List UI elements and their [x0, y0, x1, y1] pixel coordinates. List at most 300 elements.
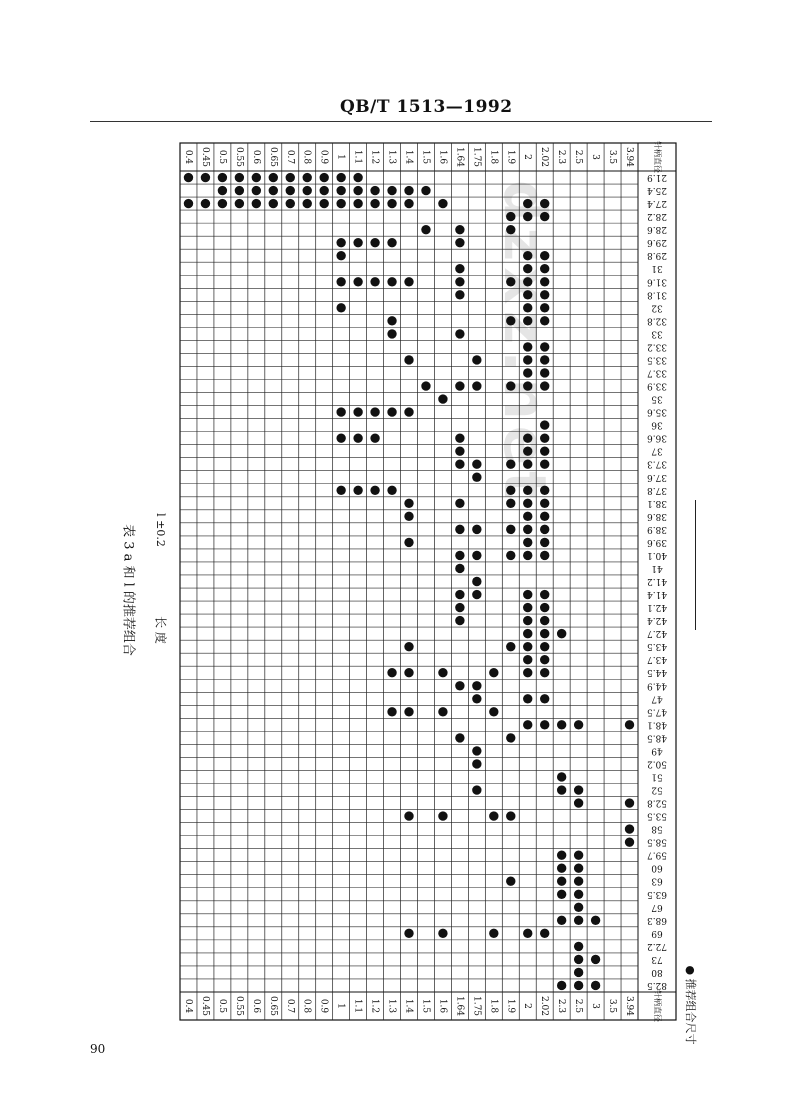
- recommended-mark: [540, 551, 549, 560]
- recommended-mark: [625, 824, 634, 833]
- recommended-mark: [540, 629, 549, 638]
- recommended-mark: [574, 890, 583, 899]
- recommended-mark: [574, 942, 583, 951]
- recommended-mark: [404, 668, 413, 677]
- recommended-mark: [574, 798, 583, 807]
- recommended-mark: [201, 173, 210, 182]
- recommended-mark: [540, 342, 549, 351]
- recommended-mark: [523, 433, 532, 442]
- recommended-mark: [472, 525, 481, 534]
- recommended-mark: [252, 173, 261, 182]
- recommended-mark: [540, 499, 549, 508]
- recommended-mark: [336, 303, 345, 312]
- l-value-label: 38.1: [646, 497, 668, 508]
- table-caption: 表 3 a 和 l 的推荐组合: [120, 524, 136, 656]
- recommended-mark: [472, 785, 481, 794]
- recommended-mark: [506, 811, 515, 820]
- shank-diameter-label-bottom: 针柄直径: [653, 990, 662, 1022]
- recommended-mark: [506, 381, 515, 390]
- l-value-label: 31.6: [646, 276, 668, 287]
- recommended-mark: [404, 407, 413, 416]
- l-value-label: 37: [651, 445, 663, 456]
- recommended-mark: [455, 525, 464, 534]
- a-value-label-bottom: 0.8: [301, 998, 312, 1014]
- recommended-mark: [438, 394, 447, 403]
- recommended-mark: [523, 551, 532, 560]
- recommended-mark: [557, 981, 566, 990]
- recommended-mark: [540, 368, 549, 377]
- a-value-label-bottom: 0.4: [182, 998, 193, 1014]
- recommended-mark: [438, 199, 447, 208]
- l-value-label: 43.7: [646, 654, 668, 665]
- recommended-mark: [523, 290, 532, 299]
- recommended-mark: [218, 186, 227, 195]
- recommended-mark: [455, 264, 464, 273]
- recommended-mark: [540, 446, 549, 455]
- a-value-label-top: 0.8: [301, 149, 312, 165]
- a-value-label-bottom: 0.7: [284, 998, 295, 1014]
- recommended-mark: [455, 499, 464, 508]
- recommended-mark: [540, 616, 549, 625]
- recommended-mark: [184, 199, 193, 208]
- recommended-mark: [387, 238, 396, 247]
- recommended-mark: [523, 525, 532, 534]
- recommended-mark: [591, 916, 600, 925]
- a-value-label-top: 1.1: [352, 149, 363, 165]
- recommended-mark: [523, 590, 532, 599]
- recommended-mark: [540, 277, 549, 286]
- l-value-label: 50.2: [646, 758, 668, 769]
- recommended-mark: [438, 929, 447, 938]
- recommended-mark: [455, 381, 464, 390]
- recommended-mark: [455, 460, 464, 469]
- a-value-label-top: 1.5: [420, 149, 431, 165]
- l-value-label: 37.6: [646, 471, 668, 482]
- recommended-mark: [506, 225, 515, 234]
- l-value-label: 58: [651, 823, 663, 834]
- recommended-mark: [353, 433, 362, 442]
- l-value-label: 35.6: [646, 406, 668, 417]
- recommended-mark: [336, 173, 345, 182]
- recommended-mark: [506, 642, 515, 651]
- l-value-label: 36.6: [646, 432, 668, 443]
- l-value-label: 33: [651, 328, 663, 339]
- recommended-mark: [404, 538, 413, 547]
- recommended-mark: [472, 381, 481, 390]
- recommended-mark: [574, 903, 583, 912]
- recommended-mark: [387, 329, 396, 338]
- recommended-mark: [523, 499, 532, 508]
- a-value-label-top: 2.3: [556, 149, 567, 165]
- recommended-mark: [353, 238, 362, 247]
- recommended-mark: [540, 433, 549, 442]
- l-value-label: 27.4: [646, 198, 668, 209]
- l-value-label: 52: [651, 784, 663, 795]
- recommended-mark: [455, 603, 464, 612]
- l-value-label: 82.5: [646, 979, 668, 990]
- recommended-mark: [455, 616, 464, 625]
- l-value-label: 32.8: [646, 315, 668, 326]
- recommended-mark: [472, 746, 481, 755]
- recommended-mark: [235, 173, 244, 182]
- recommended-mark: [523, 381, 532, 390]
- recommended-mark: [540, 603, 549, 612]
- a-value-label-top: 0.5: [216, 149, 227, 165]
- l-value-label: 47.5: [646, 706, 668, 717]
- recommended-mark: [472, 355, 481, 364]
- recommended-mark: [540, 355, 549, 364]
- recommended-mark: [523, 251, 532, 260]
- l-value-label: 63.5: [646, 888, 668, 899]
- recommended-mark: [404, 186, 413, 195]
- recommended-mark: [455, 433, 464, 442]
- l-value-label: 21.9: [646, 172, 668, 183]
- recommended-mark: [303, 186, 312, 195]
- a-value-label-bottom: 1.5: [420, 998, 431, 1014]
- recommended-mark: [523, 694, 532, 703]
- l-value-label: 47: [651, 693, 663, 704]
- l-value-label: 60: [651, 862, 663, 873]
- a-value-label-bottom: 3: [590, 1003, 601, 1009]
- recommended-mark: [489, 668, 498, 677]
- recommended-mark: [540, 655, 549, 664]
- recommended-mark: [370, 277, 379, 286]
- recommended-mark: [455, 590, 464, 599]
- a-value-label-bottom: 3.5: [607, 998, 618, 1014]
- recommended-mark: [455, 446, 464, 455]
- recommended-mark: [523, 446, 532, 455]
- recommended-mark: [523, 720, 532, 729]
- a-value-label-bottom: 0.65: [267, 995, 278, 1017]
- l-value-label: 51: [651, 771, 663, 782]
- recommended-mark: [455, 290, 464, 299]
- recommended-mark: [523, 212, 532, 221]
- l-value-label: 44.5: [646, 667, 668, 678]
- recommended-mark: [336, 251, 345, 260]
- recommended-mark: [574, 877, 583, 886]
- a-value-label-top: 0.6: [250, 149, 261, 165]
- recommended-mark: [489, 811, 498, 820]
- recommended-mark: [387, 186, 396, 195]
- recommended-mark: [540, 694, 549, 703]
- l-value-label: 53.5: [646, 810, 668, 821]
- a-value-label-top: 0.45: [199, 146, 210, 168]
- recommended-mark: [540, 212, 549, 221]
- l-value-label: 59.7: [646, 849, 668, 860]
- l-value-label: 68.3: [646, 914, 668, 925]
- recommended-mark: [523, 616, 532, 625]
- recommended-mark: [506, 551, 515, 560]
- recommended-mark: [557, 785, 566, 794]
- recommended-mark: [625, 798, 634, 807]
- l-value-label: 72.2: [646, 940, 668, 951]
- recommended-mark: [489, 929, 498, 938]
- a-value-label-top: 0.55: [233, 146, 244, 168]
- l-value-label: 42.7: [646, 628, 668, 639]
- recommended-mark: [506, 460, 515, 469]
- a-value-label-bottom: 0.6: [250, 998, 261, 1014]
- recommended-mark: [455, 564, 464, 573]
- recommended-mark: [319, 199, 328, 208]
- recommended-mark: [540, 720, 549, 729]
- recommended-mark: [557, 720, 566, 729]
- recommended-mark: [455, 551, 464, 560]
- a-value-label-top: 1.2: [369, 149, 380, 165]
- a-value-label-top: 1.3: [386, 149, 397, 165]
- table-border: [180, 143, 676, 1020]
- a-value-label-bottom: 1.64: [454, 995, 465, 1017]
- recommended-mark: [404, 642, 413, 651]
- recommended-mark: [353, 407, 362, 416]
- l-value-label: 52.8: [646, 797, 668, 808]
- recommended-mark: [387, 668, 396, 677]
- recommended-mark: [625, 837, 634, 846]
- a-value-label-top: 1: [335, 154, 346, 160]
- recommended-mark: [336, 486, 345, 495]
- recommended-mark: [506, 733, 515, 742]
- recommended-mark: [574, 850, 583, 859]
- l-value-label: 33.9: [646, 380, 668, 391]
- page-number: 90: [90, 1042, 106, 1056]
- l-value-label: 49: [651, 745, 663, 756]
- recommended-mark: [455, 225, 464, 234]
- recommended-mark: [523, 303, 532, 312]
- l-value-label: 38.6: [646, 510, 668, 521]
- recommended-mark: [370, 238, 379, 247]
- recommended-mark: [523, 368, 532, 377]
- recommended-mark: [387, 707, 396, 716]
- recommended-mark: [421, 225, 430, 234]
- recommended-mark: [218, 199, 227, 208]
- length-heading: 长 度: [153, 616, 168, 644]
- recommended-mark: [336, 407, 345, 416]
- l-value-label: 33.7: [646, 367, 668, 378]
- recommended-mark: [574, 955, 583, 964]
- recommended-mark: [252, 186, 261, 195]
- a-value-label-bottom: 1: [335, 1003, 346, 1009]
- recommended-mark: [506, 212, 515, 221]
- recommended-mark: [540, 264, 549, 273]
- l-value-label: 29.8: [646, 250, 668, 261]
- recommended-mark: [404, 499, 413, 508]
- recommended-mark: [472, 577, 481, 586]
- recommended-mark: [540, 590, 549, 599]
- a-value-label-bottom: 0.9: [318, 998, 329, 1014]
- recommended-mark: [557, 772, 566, 781]
- a-value-label-top: 3.5: [607, 149, 618, 165]
- recommended-mark: [625, 720, 634, 729]
- recommended-mark: [523, 264, 532, 273]
- recommended-mark: [353, 173, 362, 182]
- l-value-label: 36: [651, 419, 663, 430]
- recommended-mark: [404, 707, 413, 716]
- a-value-label-bottom: 0.45: [199, 995, 210, 1017]
- a-value-label-bottom: 1.75: [471, 995, 482, 1017]
- recommended-mark: [506, 277, 515, 286]
- recommended-mark: [269, 199, 278, 208]
- a-value-label-bottom: 0.5: [216, 998, 227, 1014]
- recommended-mark: [404, 355, 413, 364]
- recommended-mark: [591, 955, 600, 964]
- l-value-label: 37.3: [646, 458, 668, 469]
- recommended-mark: [557, 916, 566, 925]
- recommended-mark: [557, 890, 566, 899]
- recommended-mark: [336, 186, 345, 195]
- recommended-mark: [336, 238, 345, 247]
- recommended-mark: [523, 460, 532, 469]
- l-value-label: 67: [651, 901, 663, 912]
- recommended-mark: [557, 850, 566, 859]
- recommended-mark: [353, 199, 362, 208]
- recommended-mark: [201, 199, 210, 208]
- recommended-mark: [472, 460, 481, 469]
- l-value-label: 39.6: [646, 536, 668, 547]
- recommended-mark: [353, 486, 362, 495]
- a-value-label-bottom: 0.55: [233, 995, 244, 1017]
- a-value-label-bottom: 1.3: [386, 998, 397, 1014]
- recommended-mark: [319, 173, 328, 182]
- a-value-label-top: 2.02: [539, 146, 550, 168]
- a-value-label-bottom: 1.1: [352, 998, 363, 1014]
- a-value-label-bottom: 1.4: [403, 998, 414, 1014]
- recommended-mark: [557, 864, 566, 873]
- recommended-mark: [252, 199, 261, 208]
- recommended-mark: [540, 512, 549, 521]
- a-value-label-bottom: 2.5: [573, 998, 584, 1014]
- a-value-label-bottom: 1.9: [505, 998, 516, 1014]
- recommended-mark: [336, 433, 345, 442]
- recommended-mark: [506, 486, 515, 495]
- recommended-mark: [540, 303, 549, 312]
- recommended-mark: [557, 877, 566, 886]
- recommended-mark: [472, 551, 481, 560]
- recommended-mark: [523, 629, 532, 638]
- recommended-mark: [404, 277, 413, 286]
- recommended-mark: [540, 486, 549, 495]
- recommended-mark: [370, 186, 379, 195]
- recommended-mark: [387, 199, 396, 208]
- recommended-mark: [235, 186, 244, 195]
- recommended-mark: [540, 525, 549, 534]
- recommended-mark: [523, 642, 532, 651]
- a-value-label-bottom: 2.02: [539, 995, 550, 1017]
- l-value-label: 31.8: [646, 289, 668, 300]
- recommended-mark: [387, 407, 396, 416]
- recommended-mark: [523, 655, 532, 664]
- l-value-label: 41: [651, 562, 663, 573]
- recommended-mark: [455, 277, 464, 286]
- recommended-mark: [523, 342, 532, 351]
- recommended-mark: [286, 186, 295, 195]
- shank-diameter-label-top: 针柄直径: [653, 141, 662, 173]
- l-value-label: 69: [651, 927, 663, 938]
- a-value-label-top: 0.4: [182, 149, 193, 165]
- a-value-label-bottom: 3.94: [624, 995, 635, 1017]
- recommended-mark: [523, 316, 532, 325]
- l-value-label: 25.4: [646, 185, 668, 196]
- recommended-mark: [370, 433, 379, 442]
- recommended-mark: [336, 277, 345, 286]
- recommended-mark: [591, 981, 600, 990]
- recommended-mark: [523, 603, 532, 612]
- recommended-mark: [218, 173, 227, 182]
- a-value-label-top: 3.94: [624, 146, 635, 168]
- recommended-mark: [404, 811, 413, 820]
- recommended-mark: [472, 473, 481, 482]
- recommended-mark: [370, 486, 379, 495]
- recommended-mark: [387, 277, 396, 286]
- recommended-mark: [235, 199, 244, 208]
- recommended-mark: [438, 707, 447, 716]
- l-value-label: 41.2: [646, 576, 668, 586]
- a-value-label-top: 1.4: [403, 149, 414, 165]
- a-value-label-top: 1.64: [454, 146, 465, 168]
- recommended-mark: [421, 381, 430, 390]
- recommended-mark: [489, 707, 498, 716]
- recommended-mark: [574, 720, 583, 729]
- recommended-mark: [540, 381, 549, 390]
- l-value-label: 38.9: [646, 523, 668, 534]
- l-value-label: 35: [651, 393, 663, 404]
- recommended-mark: [472, 590, 481, 599]
- recommended-mark: [404, 512, 413, 521]
- l-value-label: 29.6: [646, 237, 668, 248]
- recommended-mark: [353, 186, 362, 195]
- a-value-label-bottom: 2.3: [556, 998, 567, 1014]
- a-value-label-top: 2: [522, 154, 533, 160]
- recommended-mark: [184, 173, 193, 182]
- l-value-label: 42.4: [646, 615, 668, 626]
- l-value-label: 32: [651, 302, 663, 313]
- a-value-label-top: 1.6: [437, 149, 448, 165]
- recommended-mark: [557, 629, 566, 638]
- recommended-mark: [472, 681, 481, 690]
- recommended-mark: [370, 407, 379, 416]
- recommended-mark: [523, 355, 532, 364]
- recommended-mark: [421, 186, 430, 195]
- recommended-mark: [540, 929, 549, 938]
- recommended-mark: [540, 251, 549, 260]
- recommended-mark: [455, 681, 464, 690]
- l-value-label: 41.4: [646, 589, 668, 600]
- a-value-label-bottom: 1.6: [437, 998, 448, 1014]
- l-value-label: 63: [651, 875, 663, 886]
- recommended-mark: [574, 785, 583, 794]
- recommended-mark: [336, 199, 345, 208]
- recommended-mark: [269, 173, 278, 182]
- recommended-mark: [319, 186, 328, 195]
- a-value-label-bottom: 1.8: [488, 998, 499, 1014]
- recommended-mark: [506, 499, 515, 508]
- recommended-mark: [540, 420, 549, 429]
- recommended-mark: [523, 512, 532, 521]
- a-value-label-bottom: 2: [522, 1003, 533, 1009]
- recommended-mark: [370, 199, 379, 208]
- recommended-mark: [540, 316, 549, 325]
- recommended-mark: [523, 486, 532, 495]
- l-value-label: 28.2: [646, 211, 668, 222]
- recommended-mark: [540, 642, 549, 651]
- l-value-label: 42.1: [646, 602, 668, 613]
- l-value-label: 80: [651, 966, 663, 977]
- recommended-mark: [286, 199, 295, 208]
- recommended-mark: [303, 173, 312, 182]
- a-value-label-top: 0.7: [284, 149, 295, 165]
- l-value-label: 43.5: [646, 641, 668, 652]
- recommended-mark: [472, 694, 481, 703]
- l-value-label: 33.2: [646, 341, 668, 352]
- recommended-mark: [540, 199, 549, 208]
